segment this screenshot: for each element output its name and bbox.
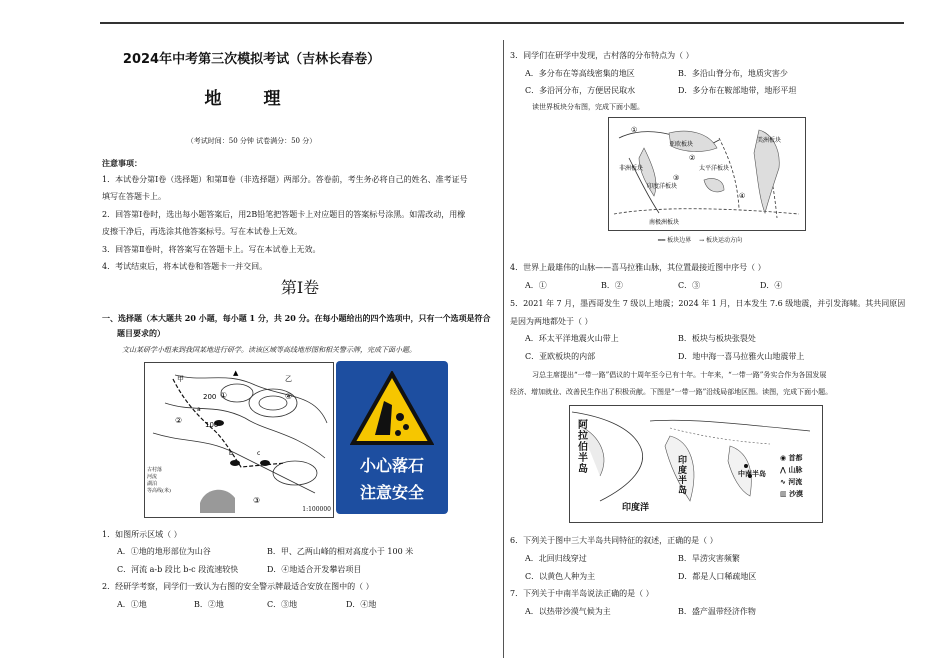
answer-option: A．①地	[117, 600, 147, 609]
answer-option: B．②地	[194, 600, 224, 609]
sign-text-line2: 注意安全	[359, 483, 424, 502]
answer-option: A．①	[525, 281, 547, 290]
label-indian-ocean: 印度洋	[622, 503, 650, 513]
svg-text:太平洋板块: 太平洋板块	[699, 165, 730, 172]
label-indian-peninsula: 印度半岛	[678, 456, 688, 496]
question-stem: 4．世界上最雄伟的山脉——喜马拉雅山脉，其位置最接近图中序号（ ）	[510, 263, 766, 272]
legend-boundary-icon: ━━	[658, 237, 666, 244]
legend-arrow-icon: →	[699, 237, 705, 244]
legend-mountain: ⋀ 山脉	[780, 466, 803, 474]
svg-text:▲: ▲	[233, 369, 239, 377]
answer-option: C．亚欧板块的内部	[525, 352, 596, 361]
question-stem: 5．2021 年 7 月，墨西哥发生 7 级以上地震；2024 年 1 月，日本发生 7.6 级地震，并引发海啸。其共同原因	[510, 299, 906, 308]
answer-option: A．以热带沙漠气候为主	[525, 607, 611, 616]
answer-option: B．②	[601, 281, 623, 290]
svg-text:④: ④	[739, 192, 746, 200]
answer-option: B．甲、乙两山峰的相对高度小于 100 米	[267, 547, 414, 556]
answer-option: C．③	[678, 281, 701, 290]
answer-option: A．①地的地形部位为山谷	[117, 547, 211, 556]
svg-text:②: ②	[689, 154, 696, 162]
svg-text:③: ③	[253, 496, 261, 505]
svg-text:④: ④	[285, 392, 293, 401]
legend-item: 古村落	[147, 467, 163, 473]
svg-text:美洲板块: 美洲板块	[757, 137, 782, 144]
mountain-icon: ⋀	[780, 466, 789, 474]
svg-text:③: ③	[673, 174, 680, 182]
answer-option: A．北回归线穿过	[525, 554, 587, 563]
label-arabian-peninsula: 阿拉伯半岛	[578, 420, 588, 475]
exam-title: 2024年中考第三次模拟考试（吉林长春卷）	[122, 52, 381, 67]
answer-option: B．板块与板块张裂处	[678, 334, 756, 343]
answer-option: D．地中海一喜马拉雅火山地震带上	[678, 352, 805, 361]
map-scale: 1:100000	[302, 506, 331, 513]
question-intro: 习总主席提出“一带一路”倡议的十周年至今已有十年。十年来，“一带一路”务实合作为各国发展	[532, 371, 827, 379]
question-stem: 1．如图所示区域（ ）	[102, 530, 182, 539]
svg-text:100: 100	[205, 421, 219, 429]
question-stem: 6．下列关于图中三大半岛共同特征的叙述，正确的是（ ）	[510, 536, 718, 545]
answer-option: B．旱涝灾害频繁	[678, 554, 740, 563]
legend-item: 河流	[147, 474, 158, 480]
plate-map	[608, 117, 806, 231]
question-intro: 读世界板块分布图，完成下面小题。	[532, 103, 644, 111]
answer-option: D．多分布在鞍部地带，地形平坦	[678, 86, 797, 95]
section-instructions-cont: 题目要求的）	[117, 328, 165, 338]
notes-heading: 注意事项：	[102, 158, 142, 168]
svg-text:印度洋板块: 印度洋板块	[647, 183, 678, 190]
answer-option: A．多分布在等高线密集的地区	[525, 69, 635, 78]
legend-item: 湖泊	[147, 481, 158, 487]
svg-text:乙: 乙	[285, 375, 292, 383]
subject-title: 地 理	[204, 89, 299, 109]
note-line: 填写在答题卡上。	[102, 192, 166, 201]
legend-motion-label: 板块运动方向	[706, 237, 743, 244]
river-icon: ∿	[780, 478, 789, 486]
question-stem: 2．经研学考察，同学们一致认为右图的安全警示牌最适合安放在图中的（ ）	[102, 582, 374, 591]
legend-river: ∿ 河流	[780, 478, 803, 486]
answer-option: B．多沿山脊分布，地质灾害少	[678, 69, 788, 78]
svg-text:c: c	[257, 450, 261, 457]
map-legend	[147, 467, 171, 495]
svg-text:①: ①	[220, 391, 228, 400]
note-line: 3．回答第Ⅱ卷时，将答案写在答题卡上。写在本试卷上无效。	[102, 245, 321, 254]
contour-map	[144, 362, 334, 518]
svg-text:②: ②	[175, 416, 183, 425]
label-indochina-peninsula: 中南半岛	[738, 470, 766, 478]
falling-rock-icon	[350, 371, 434, 447]
answer-option: C．以黄色人种为主	[525, 572, 596, 581]
svg-text:①: ①	[631, 126, 638, 134]
plate-map-drawing	[609, 118, 805, 230]
answer-option: D．④地	[346, 600, 377, 609]
legend-item: 等高线(米)	[147, 488, 171, 494]
svg-text:亚欧板块: 亚欧板块	[669, 141, 694, 148]
svg-text:200: 200	[203, 393, 217, 401]
answer-option: C．多沿河分布，方便居民取水	[525, 86, 636, 95]
plate-legend	[658, 236, 742, 246]
map-legend	[780, 452, 803, 500]
svg-text:非洲板块: 非洲板块	[619, 165, 644, 172]
answer-option: B．盛产温带经济作物	[678, 607, 756, 616]
belt-road-map	[569, 405, 823, 523]
question-stem: 3．同学们在研学中发现，古村落的分布特点为（ ）	[510, 51, 694, 60]
section-instructions: 一、选择题（本大题共 20 小题，每小题 1 分，共 20 分。在每小题给出的四个选项中，只有一个选项是符合	[102, 313, 491, 323]
part-one-heading: 第Ⅰ卷	[280, 278, 320, 297]
exam-info: （考试时间：50 分钟 试卷满分：50 分）	[186, 137, 317, 145]
question-stem-cont: 是因为两地都处于（ ）	[510, 317, 593, 326]
svg-text:b: b	[229, 450, 233, 457]
svg-text:a: a	[197, 406, 201, 413]
note-line: 4．考试结束后，将本试卷和答题卡一并交回。	[102, 262, 268, 271]
legend-capital: ◉ 首都	[780, 454, 803, 462]
contour-map-drawing	[145, 363, 333, 517]
column-divider	[503, 40, 504, 658]
note-line: 皮擦干净后，再选涂其他答案标号。写在本试卷上无效。	[102, 227, 302, 236]
top-rule	[100, 22, 904, 24]
question-intro-cont: 经济、增加就业、改善民生作出了积极贡献。下图是“一带一路”沿线局部地区图。读图，完成下面小题。	[510, 388, 833, 396]
answer-option: C．河流 a-b 段比 b-c 段流速较快	[117, 565, 239, 574]
legend-boundary-label: 板块边界	[667, 237, 692, 244]
answer-option: C．③地	[267, 600, 298, 609]
question-intro: 文山某研学小组来到我国某地进行研学。读该区域等高线地形图和相关警示牌，完成下面小题。	[122, 346, 416, 354]
note-line: 2．回答第Ⅰ卷时，选出每小题答案后，用2B铅笔把答题卡上对应题目的答案标号涂黑。如需改动，用橡	[102, 210, 466, 219]
answer-option: D．都是人口稀疏地区	[678, 572, 757, 581]
warning-sign	[336, 361, 448, 514]
question-stem: 7．下列关于中南半岛说法正确的是（ ）	[510, 589, 654, 598]
sign-text-line1: 小心落石	[359, 456, 424, 475]
desert-icon: ▥	[780, 490, 790, 498]
legend-desert: ▥ 沙漠	[780, 490, 804, 498]
note-line: 1．本试卷分第Ⅰ卷（选择题）和第Ⅱ卷（非选择题）两部分。答卷前，考生务必将自己的姓名、准考证号	[102, 175, 468, 184]
svg-text:南极洲板块: 南极洲板块	[649, 219, 680, 226]
svg-text:甲: 甲	[177, 375, 184, 383]
answer-option: A．环太平洋地震火山带上	[525, 334, 619, 343]
answer-option: D．④地适合开发攀岩项目	[267, 565, 362, 574]
capital-icon: ◉	[780, 454, 789, 462]
answer-option: D．④	[760, 281, 783, 290]
